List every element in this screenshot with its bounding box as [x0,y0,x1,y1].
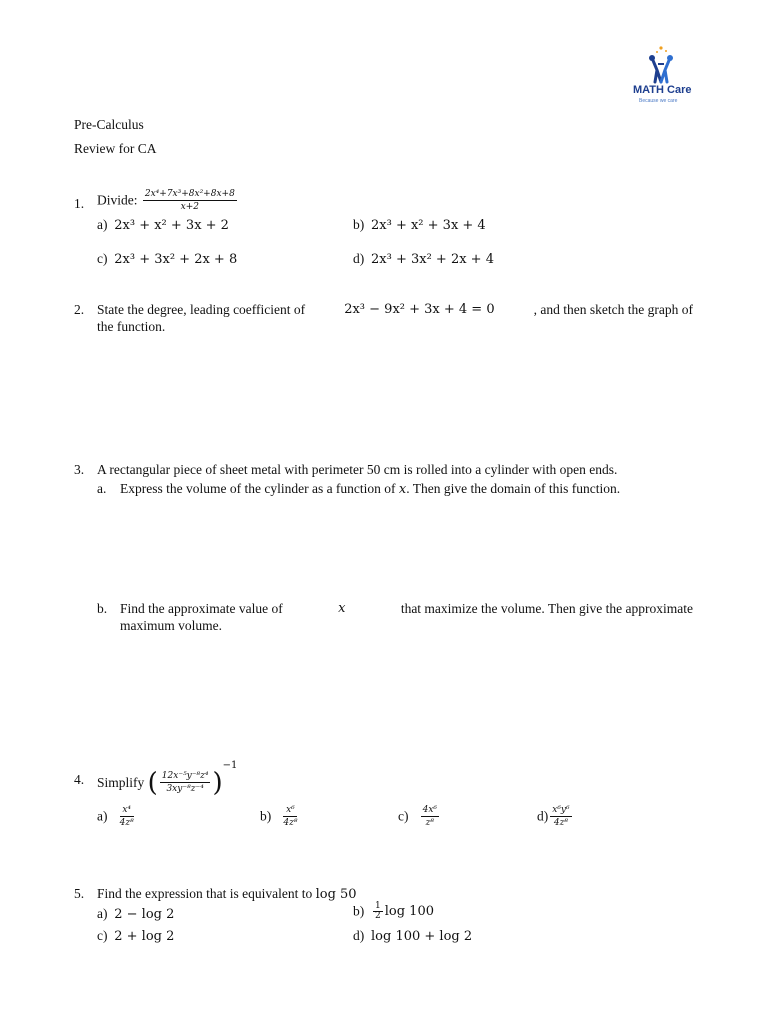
option-fraction [550,804,571,829]
option-label: b) [260,808,272,824]
option-label: c) [97,251,108,266]
q4-number: 4. [74,772,85,787]
option-expression: 2x³ + 3x² + 2x + 8 [114,252,238,267]
q2-text-line2: the function. [97,319,166,334]
option-expression: log 100 [384,904,434,919]
q1-fraction-denominator: x+2 [180,202,199,212]
option-denominator: 2 [375,911,381,921]
q1-fraction-numerator: 2x⁴+7x³+8x²+8x+8 [144,189,235,199]
q5-expression: log 50 [315,887,357,902]
q3a-text-part1: Express the volume of the cylinder as a function of [120,481,396,496]
q3b-label: b. [97,601,108,616]
q1-fraction [143,188,237,213]
q4-option-d[interactable] [537,804,574,829]
option-numerator: x⁶ [283,804,297,817]
option-label: d) [353,928,365,943]
option-label: a) [97,808,108,824]
option-label: b) [353,217,365,232]
option-expression: 2x³ + 3x² + 2x + 4 [371,252,494,267]
q3b-text-part2: that maximize the volume. Then give the approximate [400,601,693,616]
option-numerator: 4x⁶ [422,805,438,815]
option-denominator: 4z⁸ [119,818,134,828]
q5-prompt-text: Find the expression that is equivalent to [97,886,313,901]
q4-fraction-denominator: 3xy⁻⁸z⁻⁴ [166,784,204,795]
q2-text [97,302,693,318]
option-expression: log 100 + log 2 [371,929,473,944]
option-expression: 2 + log 2 [114,929,175,944]
q1-option-c[interactable] [97,251,237,267]
option-fraction [421,804,439,829]
q3a-text-part2: . Then give the domain of this function. [406,481,621,496]
option-label: c) [97,928,108,943]
course-title: Pre-Calculus [74,117,144,132]
document-subtitle: Review for CA [74,141,157,156]
option-numerator: 1 [375,901,381,911]
option-denominator: 4z⁸ [553,818,568,828]
option-fraction [373,902,383,921]
q5-prompt [97,886,357,902]
logo [630,44,692,106]
q1-option-a[interactable] [97,217,229,233]
option-label: c) [398,808,409,824]
q3a-text [120,481,620,497]
q3-text: A rectangular piece of sheet metal with perimeter 50 cm is rolled into a cylinder with open ends. [97,462,618,477]
option-label: a) [97,906,108,921]
option-expression: 2 − log 2 [114,907,175,922]
option-numerator: x⁴ [120,804,134,817]
q4-fraction-numerator: 12x⁻⁵y⁻⁸z⁴ [161,771,209,782]
q2-text-after: , and then sketch the graph of [533,302,693,317]
q5-option-a[interactable] [97,906,174,922]
option-denominator: 4z⁸ [283,818,298,828]
q3a-label: a. [97,481,107,496]
option-numerator: x⁶y⁶ [552,805,570,815]
option-label: b) [353,903,365,919]
q4-right-paren: ) [212,767,223,798]
q5-option-d[interactable] [353,928,472,944]
q3b-text [120,601,693,617]
q4-option-a[interactable] [97,804,136,829]
option-label: d) [537,808,549,824]
q1-number: 1. [74,196,85,211]
q2-number: 2. [74,302,85,317]
option-expression: 2x³ + x² + 3x + 2 [114,218,229,233]
option-label: a) [97,217,108,232]
q3-number: 3. [74,462,85,477]
q3b-text-line2: maximum volume. [120,618,222,633]
logo-figures-icon [630,44,692,84]
q4-option-c[interactable] [398,804,441,829]
option-fraction [283,804,297,829]
q1-prompt [97,188,239,213]
q4-option-b[interactable] [260,804,299,829]
option-fraction [120,804,134,829]
q2-text-before: State the degree, leading coefficient of [97,302,306,317]
logo-title: MATH Care [633,84,692,96]
q4-left-paren: ( [147,767,158,798]
logo-tagline: Because we care [639,98,678,104]
q1-prompt-text: Divide: [97,192,138,208]
q3a-variable: x [398,482,407,497]
q4-prompt [97,760,237,798]
q1-option-d[interactable] [353,251,494,267]
q4-exponent: −1 [222,760,238,771]
q4-prompt-text: Simplify [97,774,145,790]
q5-option-b[interactable] [353,902,434,921]
option-denominator: z⁸ [425,818,435,828]
q1-option-b[interactable] [353,217,486,233]
q4-fraction [160,770,211,795]
q5-option-c[interactable] [97,928,174,944]
q3b-text-part1: Find the approximate value of [120,601,283,616]
q5-number: 5. [74,886,85,901]
option-expression: 2x³ + x² + 3x + 4 [371,218,486,233]
q2-expression: 2x³ − 9x² + 3x + 4 = 0 [344,302,495,317]
option-label: d) [353,251,365,266]
q3b-variable: x [338,601,346,616]
